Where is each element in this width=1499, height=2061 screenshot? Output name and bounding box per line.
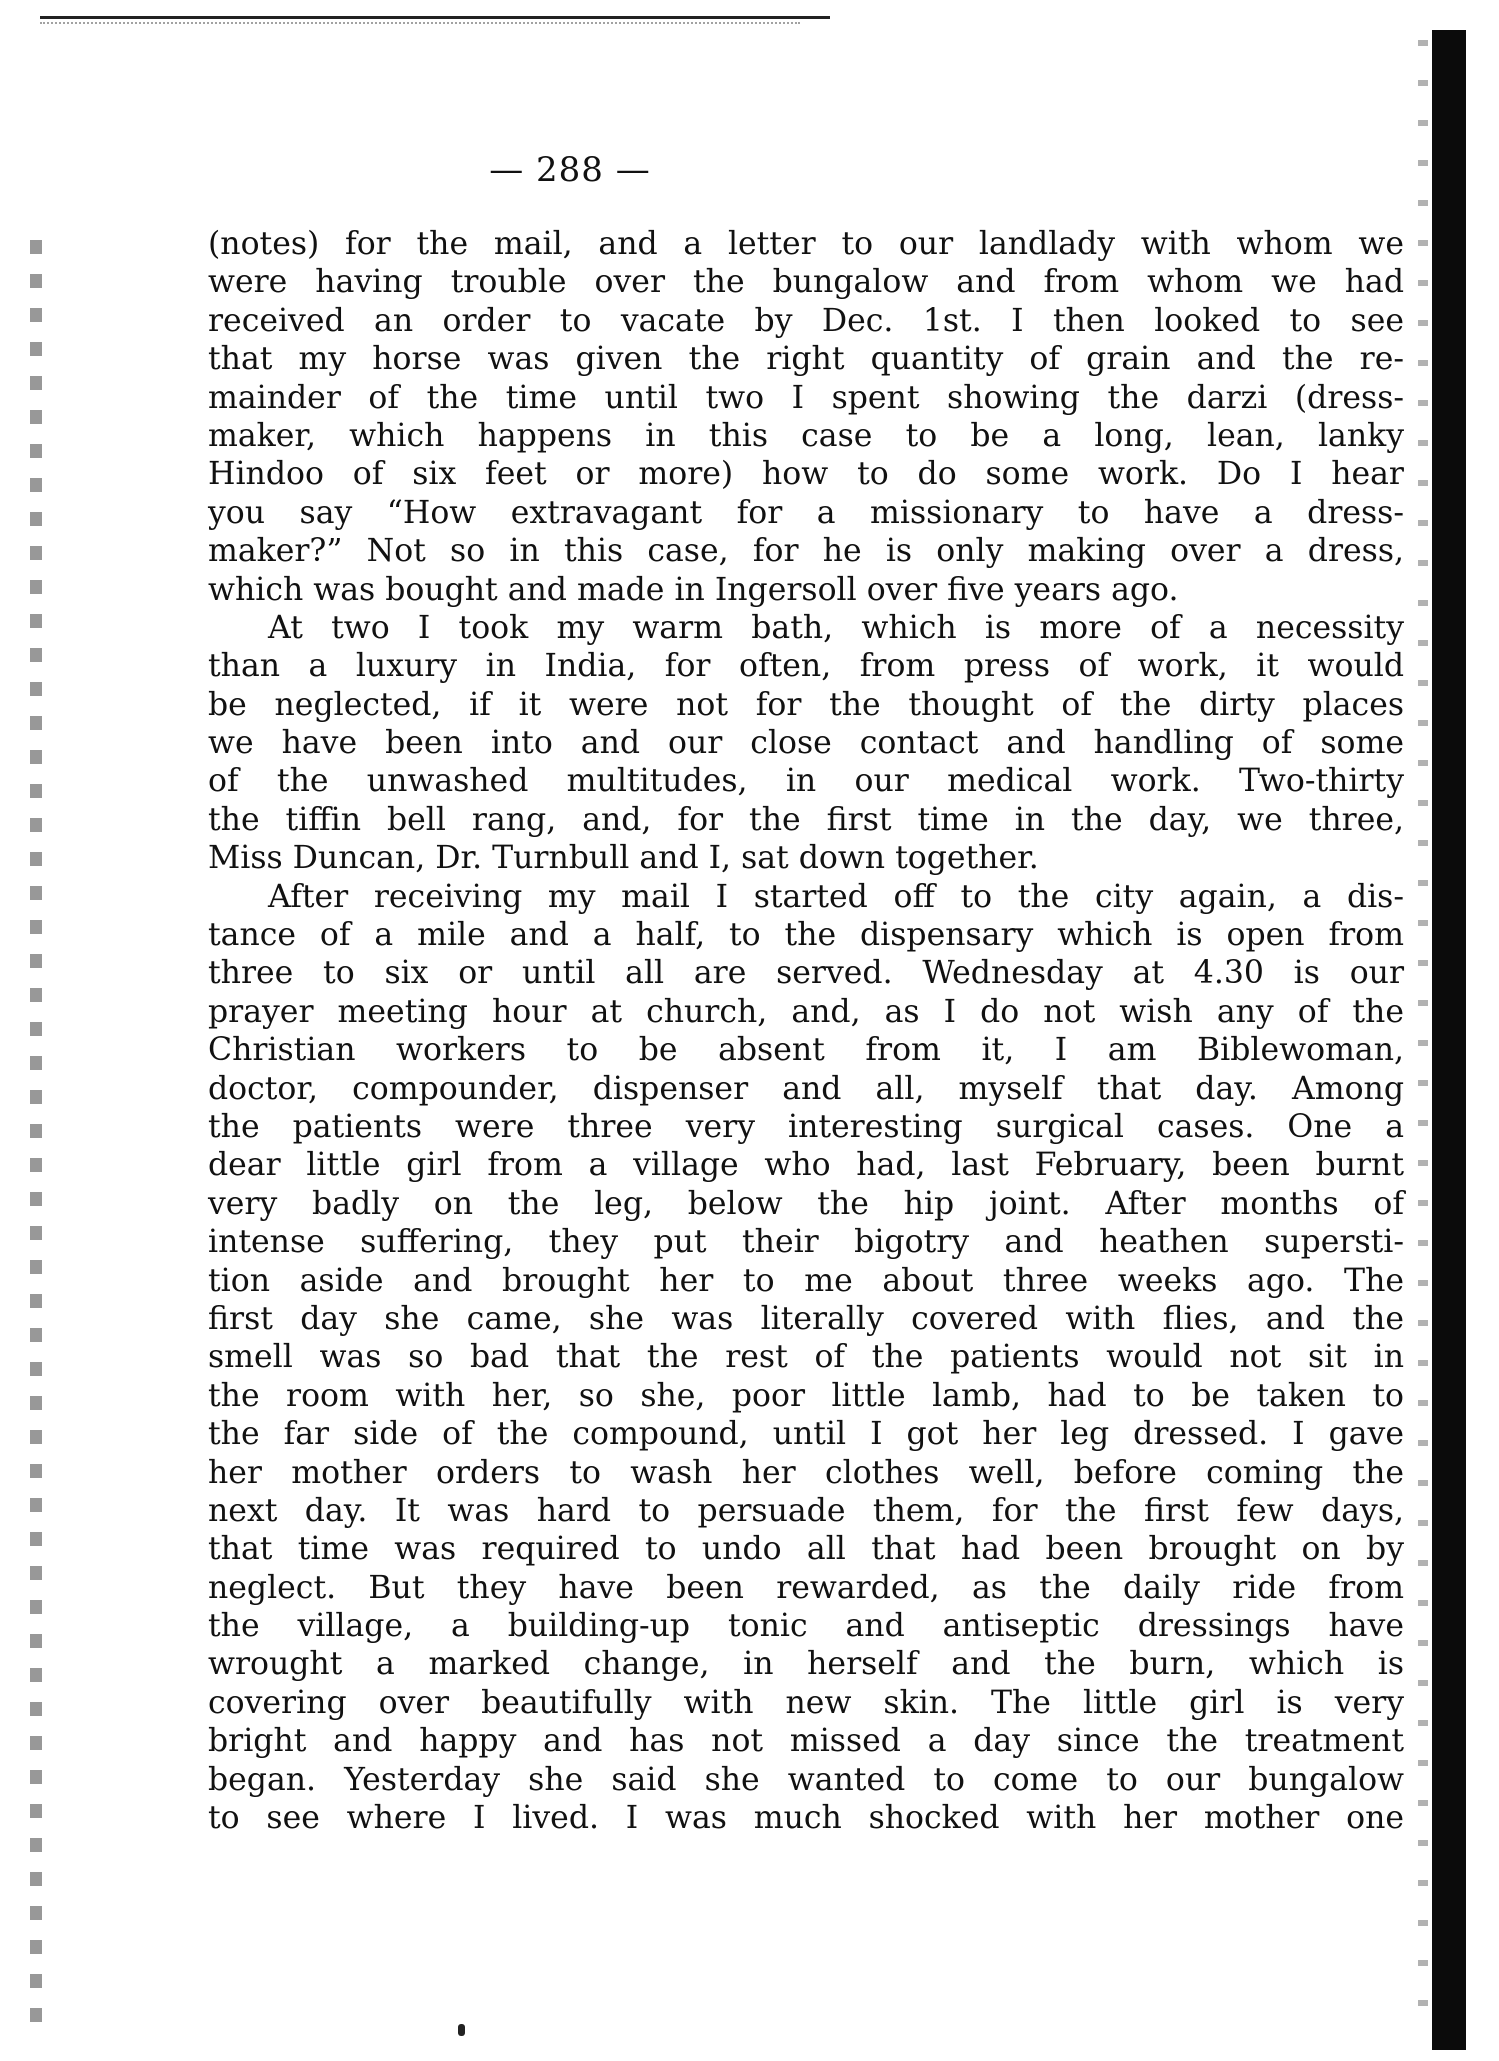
text-line: be neglected, if it were not for the thought of the dirty places (208, 686, 1404, 723)
scan-edge-marks (1418, 40, 1428, 2040)
text-line: of the unwashed multitudes, in our medical work. Two-thirty (208, 763, 1404, 800)
text-line: tion aside and brought her to me about three weeks ago. The (208, 1262, 1404, 1299)
text-line: bright and happy and has not missed a day since the treatment (208, 1723, 1404, 1760)
text-line: smell was so bad that the rest of the patients would not sit in (208, 1339, 1404, 1376)
text-line: Hindoo of six feet or more) how to do some work. Do I hear (208, 456, 1404, 493)
text-line: maker, which happens in this case to be a long, lean, lanky (208, 417, 1404, 454)
text-line: (notes) for the mail, and a letter to our landlady with whom we (208, 226, 1404, 262)
text-line: received an order to vacate by Dec. 1st. I then looked to see (208, 302, 1404, 339)
text-line: we have been into and our close contact and handling of some (208, 725, 1404, 762)
text-line: prayer meeting hour at church, and, as I do not wish any of the (208, 993, 1404, 1030)
text-line: her mother orders to wash her clothes well, before coming the (208, 1454, 1404, 1491)
text-line: the far side of the compound, until I got her leg dressed. I gave (208, 1416, 1404, 1453)
page-edge-shadow (1432, 30, 1466, 2050)
text-line: first day she came, she was literally covered with flies, and the (208, 1300, 1404, 1337)
body-text (208, 225, 1404, 1837)
text-line: that my horse was given the right quantity of grain and the re- (208, 341, 1404, 378)
text-line: which was bought and made in Ingersoll over five years ago. (208, 571, 1179, 608)
text-line: At two I took my warm bath, which is more of a necessity (268, 609, 1404, 646)
text-line: the room with her, so she, poor little lamb, had to be taken to (208, 1377, 1404, 1414)
text-line: three to six or until all are served. Wednesday at 4.30 is our (208, 955, 1404, 992)
text-line: maker?” Not so in this case, for he is only making over a dress, (208, 533, 1404, 570)
text-line: than a luxury in India, for often, from press of work, it would (208, 648, 1404, 685)
text-line: wrought a marked change, in herself and the burn, which is (208, 1646, 1404, 1683)
text-line: the tiffin bell rang, and, for the first time in the day, we three, (208, 801, 1404, 838)
text-line: intense suffering, they put their bigotry and heathen supersti- (208, 1224, 1404, 1261)
text-line: to see where I lived. I was much shocked with her mother one (208, 1800, 1404, 1837)
text-line: Miss Duncan, Dr. Turnbull and I, sat down together. (208, 840, 1039, 877)
text-line: tance of a mile and a half, to the dispensary which is open from (208, 917, 1404, 954)
text-line: you say “How extravagant for a missionary to have a dress- (208, 494, 1404, 531)
text-line: covering over beautifully with new skin. The little girl is very (208, 1684, 1404, 1721)
text-line: mainder of the time until two I spent showing the darzi (dress- (208, 379, 1404, 416)
scan-margin-marks (30, 240, 42, 2040)
scan-speck (458, 2024, 465, 2036)
text-line: began. Yesterday she said she wanted to come to our bungalow (208, 1761, 1404, 1798)
text-line: that time was required to undo all that had been brought on by (208, 1531, 1404, 1568)
text-line: dear little girl from a village who had, last February, been burnt (208, 1147, 1404, 1184)
page-number: — 288 — (489, 150, 651, 190)
text-line: Christian workers to be absent from it, I am Biblewoman, (208, 1032, 1404, 1069)
text-line: very badly on the leg, below the hip joint. After months of (208, 1185, 1404, 1222)
text-line: the village, a building-up tonic and antiseptic dressings have (208, 1608, 1404, 1645)
text-line: were having trouble over the bungalow and from whom we had (208, 264, 1404, 301)
text-line: next day. It was hard to persuade them, for the first few days, (208, 1492, 1404, 1529)
text-line: the patients were three very interesting surgical cases. One a (208, 1108, 1404, 1145)
top-rule (40, 16, 830, 19)
text-line: After receiving my mail I started off to the city again, a dis- (268, 878, 1404, 915)
text-line: doctor, compounder, dispenser and all, myself that day. Among (208, 1070, 1404, 1107)
scan-specks (40, 22, 800, 34)
text-line: neglect. But they have been rewarded, as the daily ride from (208, 1569, 1404, 1606)
